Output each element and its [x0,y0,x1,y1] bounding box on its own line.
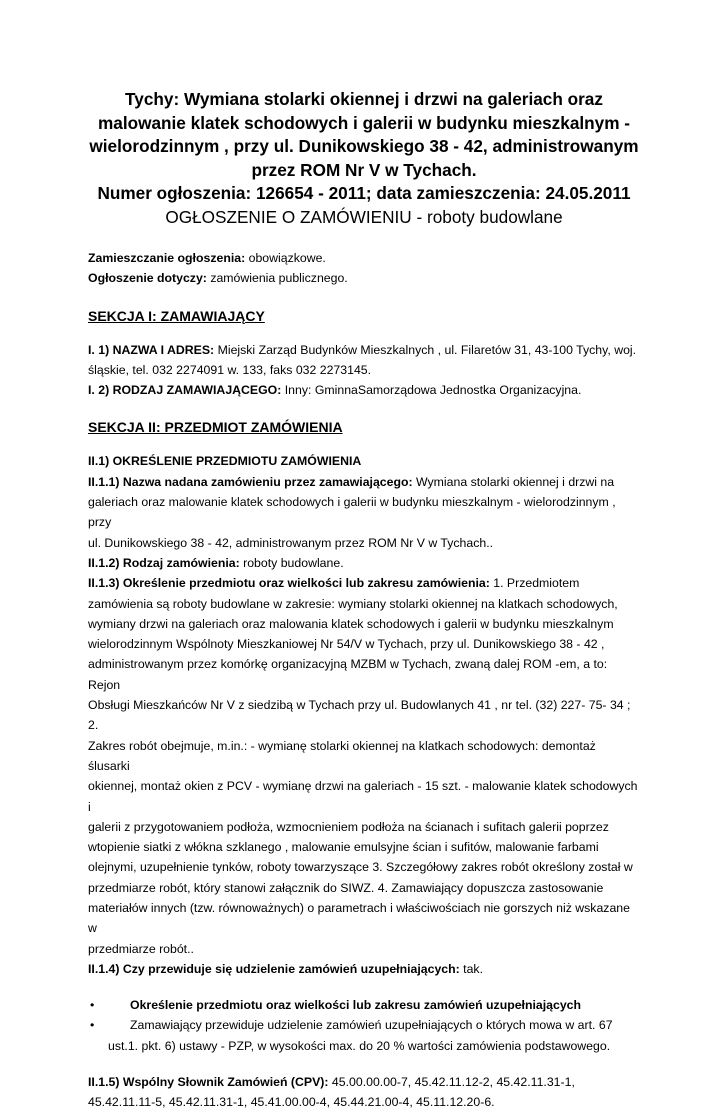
name-address-row-cont: śląskie, tel. 032 2274091 w. 133, faks 032 2273145. [88,362,372,377]
ii13-text-line: przedmiarze robót.. [88,941,194,956]
bullet-text: Zamawiający przewiduje udzielenie zamówień uzupełniających o których mowa w art. 67 [130,1018,613,1033]
ii13-text-line: olejnymi, uzupełnienie tynków, roboty towarzyszące 3. Szczegółowy zakres robót określony został w [88,860,633,875]
ii13-text-line: zamówienia są roboty budowlane w zakresie: wymiany stolarki okiennej na klatkach schodowych, [88,596,618,611]
document-title [88,88,640,206]
ii13-text-line: Zakres robót obejmuje, m.in.: - wymianę stolarki okiennej na klatkach schodowych: demontaż ślusarki [88,738,596,773]
ii14-label: II.1.4) Czy przewiduje się udzielenie zamówień uzupełniających: [88,961,460,976]
contracting-type-label: I. 2) RODZAJ ZAMAWIAJĄCEGO: [88,383,282,398]
document-page [88,88,640,1113]
ii13-label: II.1.3) Określenie przedmiotu oraz wielkości lub zakresu zamówienia: [88,576,490,591]
section2-heading: SEKCJA II: PRZEDMIOT ZAMÓWIENIA [88,419,343,436]
ii12-row [88,553,640,573]
announcement-number: Numer ogłoszenia: 126654 - 2011; data zamieszczenia: 24.05.2011 [97,183,631,204]
name-address-value: Miejski Zarząd Budynków Mieszkalnych , ul. Filaretów 31, 43-100 Tychy, woj. [214,342,637,357]
ii1-label: II.1) OKREŚLENIE PRZEDMIOTU ZAMÓWIENIA [88,454,362,469]
bullet-text: Określenie przedmiotu oraz wielkości lub zakresu zamówień uzupełniających [130,998,582,1013]
concerns-value: zamówienia publicznego. [206,271,348,286]
section1-heading: SEKCJA I: ZAMAWIAJĄCY [88,307,265,324]
ii13-row [88,573,640,593]
ii11-label: II.1.1) Nazwa nadana zamówieniu przez zamawiającego: [88,474,413,489]
name-address-row [88,340,640,360]
ii13-text-line: Obsługi Mieszkańców Nr V z siedzibą w Tychach przy ul. Budowlanych 41 , nr tel. (32) 227- 75- 34 ; 2. [88,698,631,733]
placement-row [88,248,640,268]
ii15-row [88,1072,640,1092]
ii13-text-line: wymiany drzwi na galeriach oraz malowania klatek schodowych i galerii w budynku mieszkalnym [88,616,614,631]
ii11-text-line: ul. Dunikowskiego 38 - 42, administrowanym przez ROM Nr V w Tychach.. [88,535,494,550]
bullet-text-cont: ust.1. pkt. 6) ustawy - PZP, w wysokości max. do 20 % wartości zamówienia podstawowego. [108,1038,611,1053]
concerns-label: Ogłoszenie dotyczy: [88,271,207,286]
ii13-text-line: wtopienie siatki z włókna szklanego , malowanie emulsyjne ścian i sufitów, malowanie farbami [88,840,599,855]
document-subtitle: OGŁOSZENIE O ZAMÓWIENIU - roboty budowlane [165,206,563,227]
ii11-row [88,472,640,492]
bullet-item-supplementary-orders [88,1015,640,1035]
name-address-label: I. 1) NAZWA I ADRES: [88,342,215,357]
title-line: wielorodzinnym , przy ul. Dunikowskiego 38 - 42, administrowanym [89,136,639,157]
ii13-text-line: przedmiarze robót, który stanowi załącznik do SIWZ. 4. Zamawiający dopuszcza zastosowanie [88,880,604,895]
title-line: przez ROM Nr V w Tychach. [251,159,477,180]
ii15-value: 45.00.00.00-7, 45.42.11.12-2, 45.42.11.31-1, [328,1075,575,1090]
ii13-text-line: administrowanym przez komórkę organizacyjną MZBM w Tychach, zwaną dalej ROM -em, a to: Rejon [88,657,608,692]
bullet-icon: • [90,998,95,1013]
ii11-text-line: galeriach oraz malowanie klatek schodowych i galerii w budynku mieszkalnym - wielorodzinnym , przy [88,495,616,530]
ii12-value: roboty budowlane. [239,555,344,570]
ii14-value: tak. [459,961,483,976]
ii13-text-line: wielorodzinnym Wspólnoty Mieszkaniowej Nr 54/V w Tychach, przy ul. Dunikowskiego 38 - 42 , [88,637,605,652]
placement-label: Zamieszczanie ogłoszenia: [88,250,246,265]
ii15-label: II.1.5) Wspólny Słownik Zamówień (CPV): [88,1075,329,1090]
bullet-icon: • [90,1018,95,1033]
contracting-type-row [88,380,640,400]
ii13-text-line: materiałów innych (tzw. równoważnych) o parametrach i właściwościach nie gorszych niż wskazane w [88,900,630,936]
placement-value: obowiązkowe. [245,250,326,265]
ii13-text: 1. Przedmiotem [489,576,580,591]
ii13-text-line: galerii z przygotowaniem podłoża, wzmocnieniem podłoża na ścianach i sufitach galerii poprzez [88,819,609,834]
bullet-item-supplementary-scope [88,995,640,1015]
ii1-heading [88,451,640,471]
contracting-type-value: Inny: GminnaSamorządowa Jednostka Organizacyjna. [281,383,582,398]
ii11-text: Wymiana stolarki okiennej i drzwi na [412,474,615,489]
ii12-label: II.1.2) Rodzaj zamówienia: [88,555,240,570]
title-line: malowanie klatek schodowych i galerii w budynku mieszkalnym - [97,112,631,133]
ii15-value-cont: 45.42.11.11-5, 45.42.11.31-1, 45.41.00.00-4, 45.44.21.00-4, 45.11.12.20-6. [88,1095,495,1110]
ii13-text-line: okiennej, montaż okien z PCV - wymianę drzwi na galeriach - 15 szt. - malowanie klatek schodowych i [88,779,638,814]
concerns-row [88,268,640,288]
ii14-row [88,959,640,979]
title-line: Tychy: Wymiana stolarki okiennej i drzwi na galeriach oraz [125,89,603,109]
